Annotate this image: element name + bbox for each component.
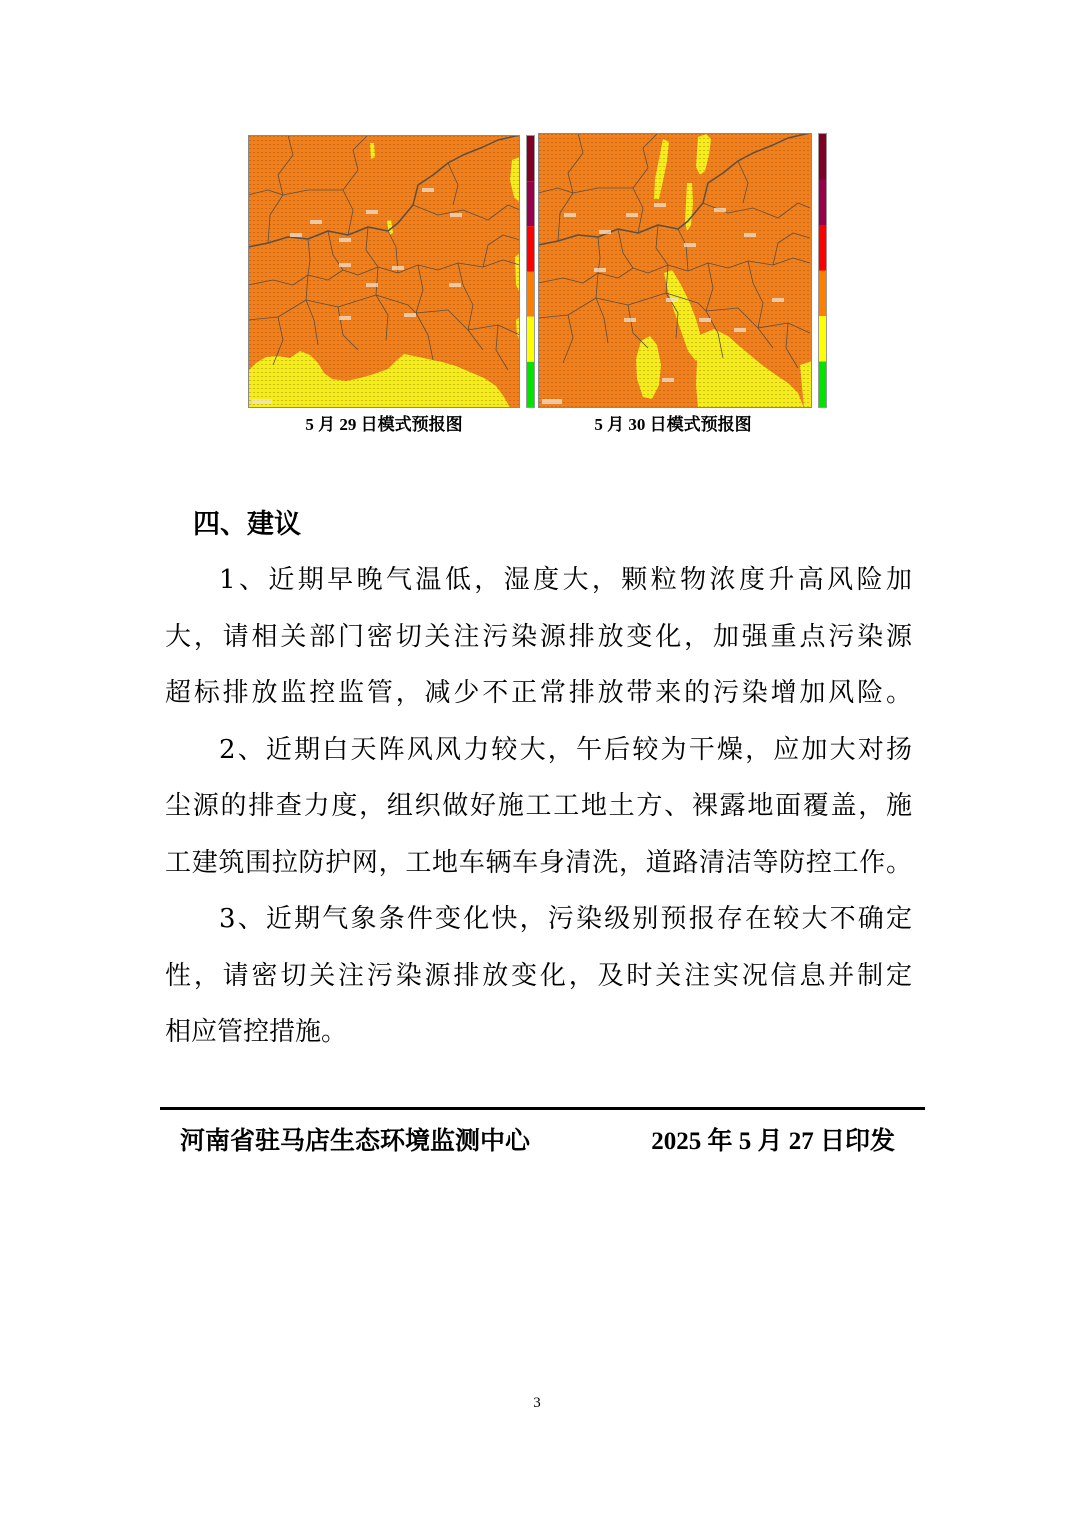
legend-swatch — [527, 362, 534, 407]
legend-swatch — [527, 181, 534, 226]
city-label-marker — [310, 220, 322, 224]
page-number: 3 — [533, 1395, 541, 1411]
grid-texture — [248, 135, 520, 408]
paragraph-1 — [165, 552, 912, 722]
paragraph-line: 3、近期气象条件变化快，污染级别预报存在较大不确定 — [219, 904, 912, 934]
paragraph-line: 性，请密切关注污染源排放变化，及时关注实况信息并制定 — [165, 960, 912, 991]
legend-swatch — [527, 272, 534, 317]
forecast-map-may-29 — [248, 135, 520, 408]
city-label-marker — [624, 318, 636, 322]
city-label-marker — [366, 210, 378, 214]
city-label-marker — [662, 378, 674, 382]
legend-swatch — [819, 180, 826, 226]
issuing-organization: 河南省驻马店生态环境监测中心 — [180, 1128, 531, 1155]
city-label-marker — [450, 213, 462, 217]
legend-swatch — [819, 362, 826, 408]
city-label-marker — [699, 318, 711, 322]
city-label-marker — [599, 230, 611, 234]
city-label-marker — [626, 213, 638, 217]
legend-swatch — [527, 136, 534, 181]
figure-caption: 5 月 29 日模式预报图 — [305, 415, 463, 434]
legend-swatch — [819, 134, 826, 180]
city-label-marker — [290, 233, 302, 237]
legend-swatch — [819, 225, 826, 271]
grid-texture — [538, 133, 812, 408]
paragraph-line: 尘源的排查力度，组织做好施工工地土方、裸露地面覆盖，施 — [165, 791, 912, 821]
map-credit-mark — [542, 399, 562, 404]
map-credit-mark — [252, 399, 272, 404]
issue-date: 2025 年 5 月 27 日印发 — [651, 1128, 895, 1155]
legend-swatch — [819, 316, 826, 362]
footer-divider — [160, 1107, 925, 1110]
forecast-map-may-30 — [538, 133, 812, 408]
city-label-marker — [684, 243, 696, 247]
legend-swatch — [527, 226, 534, 271]
city-label-marker — [654, 203, 666, 207]
paragraph-line: 工建筑围拉防护网，工地车辆车身清洗，道路清洁等防控工作。 — [165, 847, 912, 878]
paragraph-line: 1、近期早晚气温低，湿度大，颗粒物浓度升高风险加 — [219, 565, 912, 595]
city-label-marker — [392, 266, 404, 270]
paragraph-line: 相应管控措施。 — [165, 1017, 348, 1047]
city-label-marker — [714, 208, 726, 212]
city-label-marker — [339, 316, 351, 320]
paragraph-2 — [165, 722, 912, 892]
paragraph-line: 大，请相关部门密切关注污染源排放变化，加强重点污染源 — [165, 621, 912, 652]
legend-colorbar — [818, 133, 827, 408]
figure-caption: 5 月 30 日模式预报图 — [594, 415, 752, 434]
recommendations-body — [165, 552, 912, 1061]
city-label-marker — [666, 298, 678, 302]
legend-swatch — [819, 271, 826, 317]
city-label-marker — [339, 238, 351, 242]
city-label-marker — [772, 298, 784, 302]
city-label-marker — [339, 263, 351, 267]
paragraph-line: 2、近期白天阵风风力较大，午后较为干燥，应加大对扬 — [219, 734, 912, 765]
city-label-marker — [744, 233, 756, 237]
city-label-marker — [422, 188, 434, 192]
city-label-marker — [594, 268, 606, 272]
legend-colorbar — [526, 135, 535, 408]
paragraph-line: 超标排放监控监管，减少不正常排放带来的污染增加风险。 — [165, 678, 912, 708]
city-label-marker — [366, 283, 378, 287]
city-label-marker — [734, 328, 746, 332]
paragraph-3 — [165, 891, 912, 1061]
legend-swatch — [527, 317, 534, 362]
city-label-marker — [564, 213, 576, 217]
city-label-marker — [404, 313, 416, 317]
city-label-marker — [449, 283, 461, 287]
section-heading: 四、建议 — [193, 509, 301, 540]
